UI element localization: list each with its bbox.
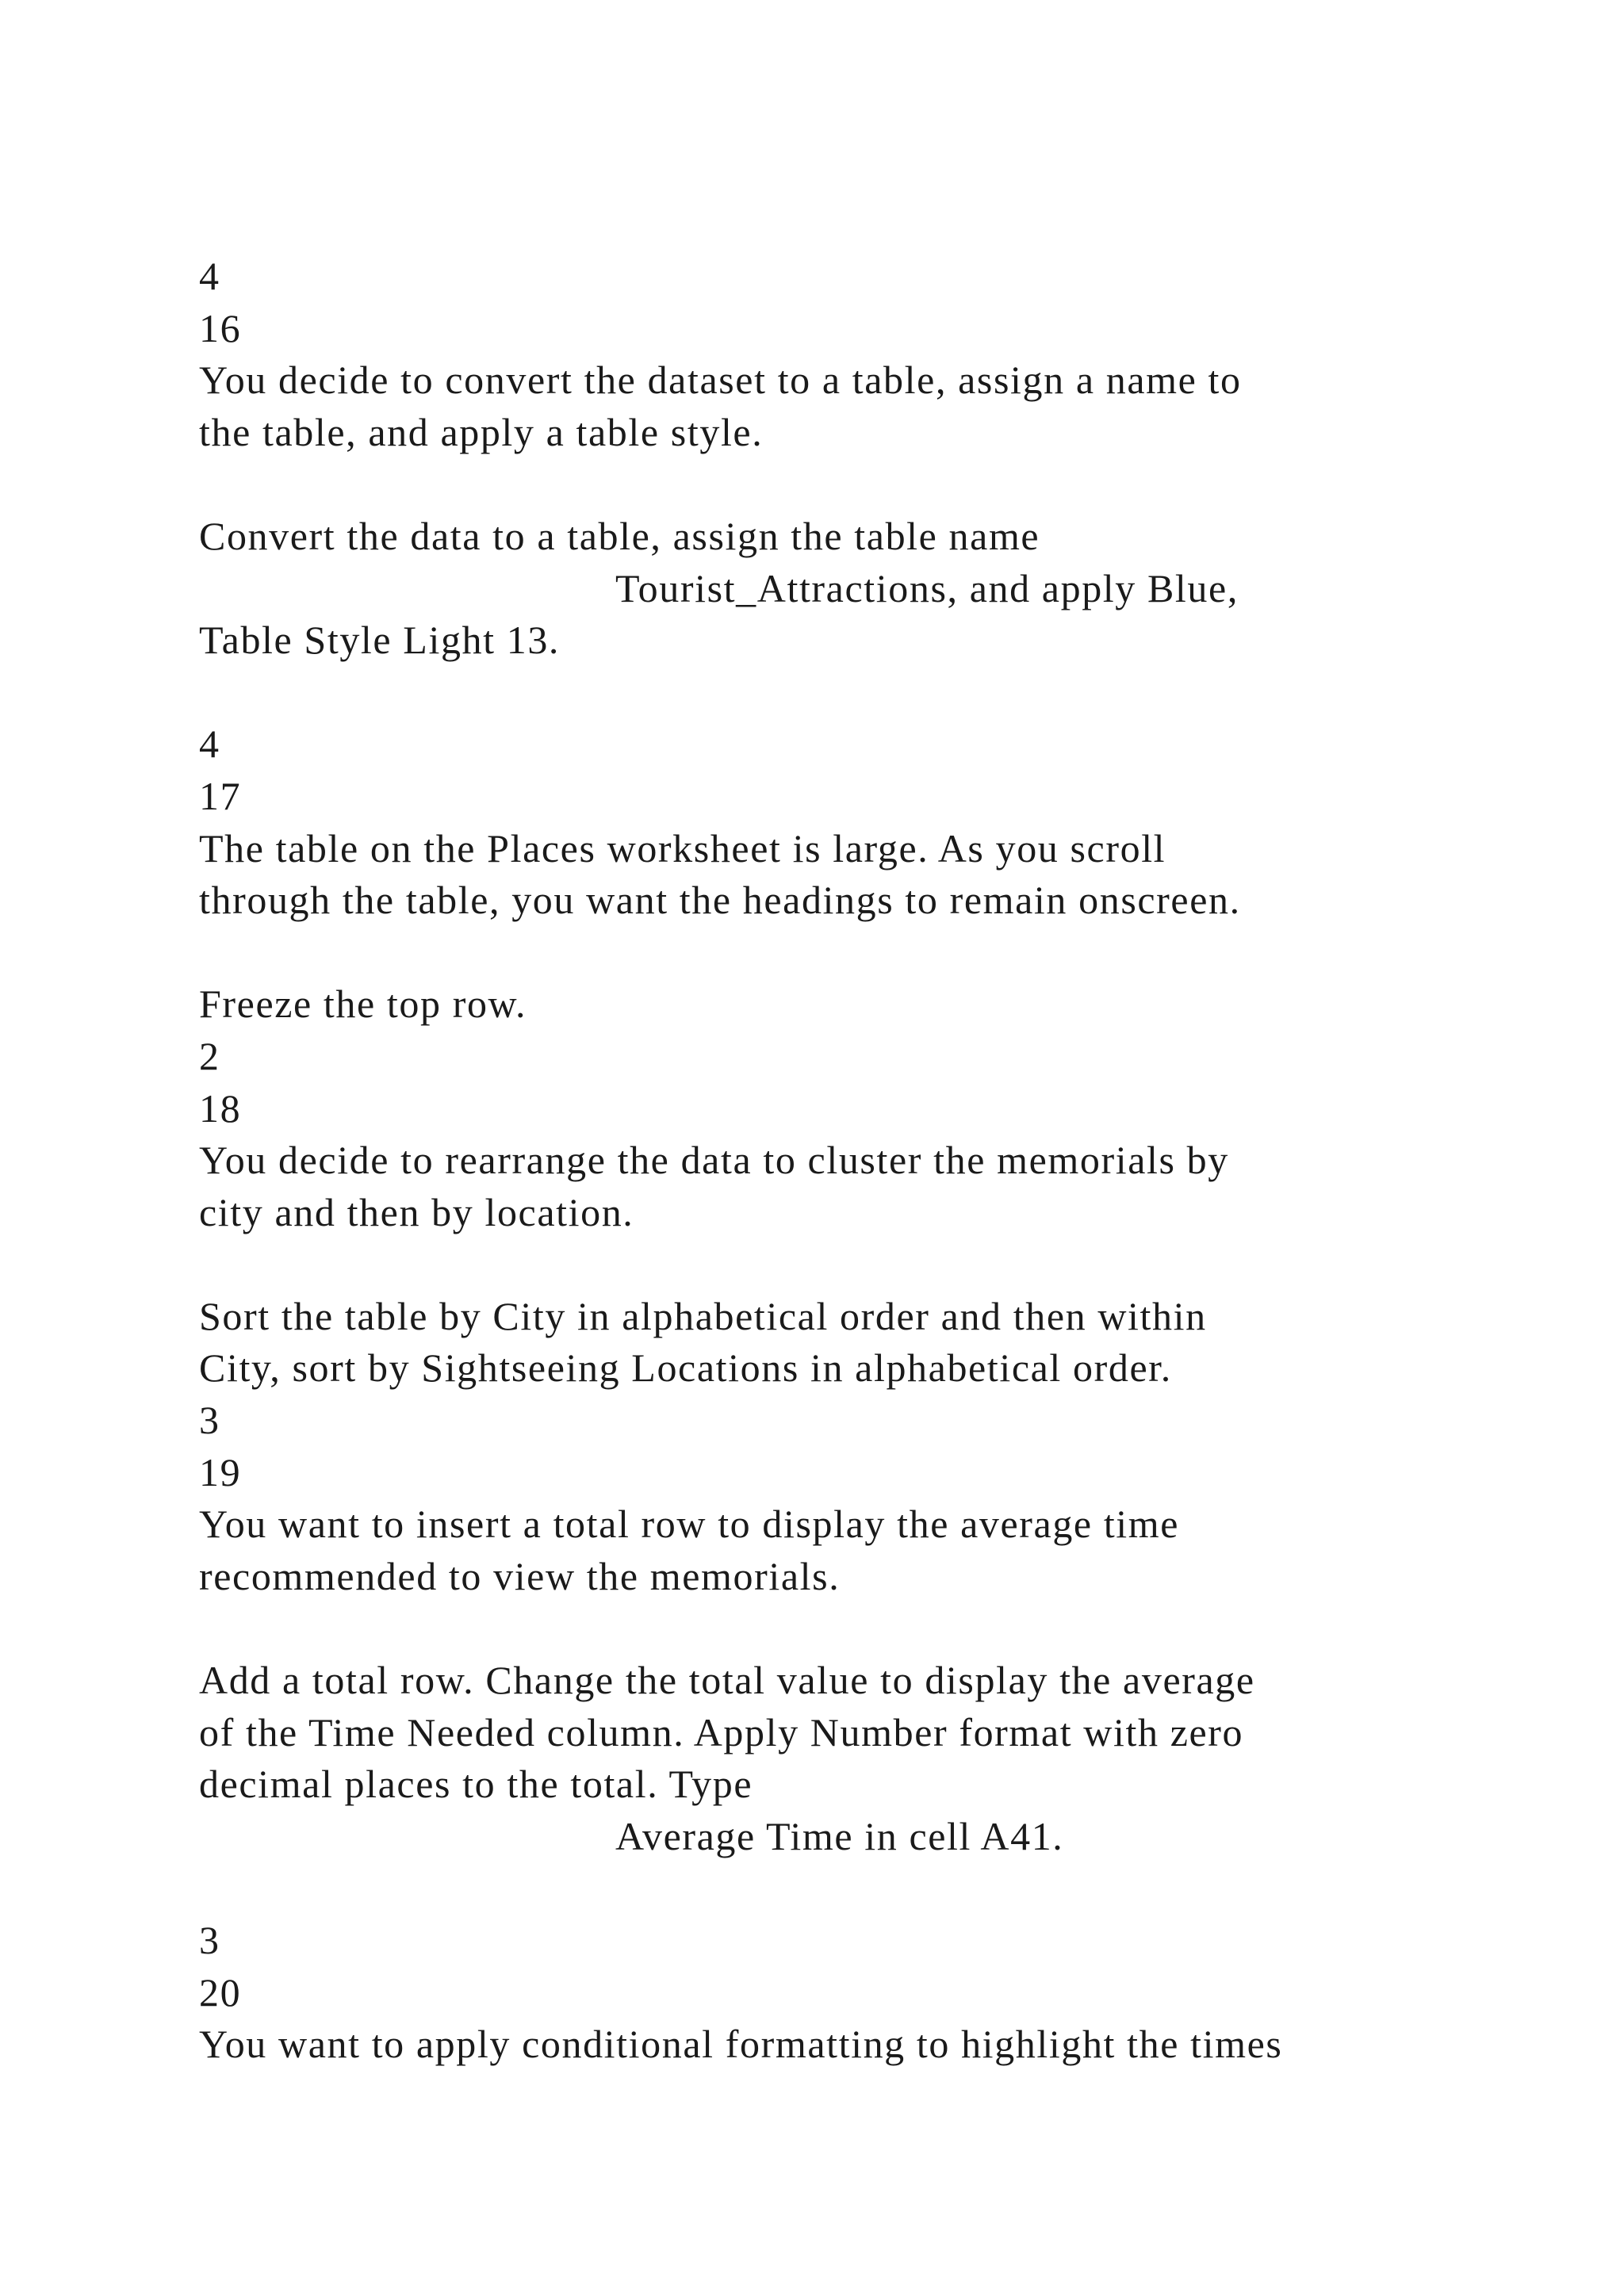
line-scenario: You decide to convert the dataset to a table, assign a name to (199, 358, 1242, 403)
blank-line (199, 927, 1547, 979)
line-step-number: 18 (199, 1085, 242, 1131)
document-body (199, 251, 1547, 2071)
blank-line (199, 1238, 1547, 1291)
line-step-number: 17 (199, 773, 242, 818)
line-instruction: Table Style Light 13. (199, 618, 561, 663)
line-instruction: Tourist_Attractions, and apply Blue, (615, 565, 1239, 610)
line-instruction: Sort the table by City in alphabetical order and then within (199, 1293, 1207, 1338)
line-instruction: Average Time in cell A41. (615, 1813, 1064, 1858)
line-step-points: 3 (199, 1918, 220, 1962)
line-step-points: 4 (199, 254, 220, 298)
line-instruction: of the Time Needed column. Apply Number format with zero (199, 1709, 1244, 1755)
line-instruction: Convert the data to a table, assign the table name (199, 513, 1040, 558)
line-scenario: city and then by location. (199, 1189, 634, 1234)
line-scenario: You want to insert a total row to display the average time (199, 1502, 1180, 1547)
line-scenario: You decide to rearrange the data to cluster the memorials by (199, 1138, 1229, 1183)
line-step-number: 19 (199, 1449, 242, 1494)
blank-line (199, 458, 1547, 511)
line-step-points: 3 (199, 1398, 220, 1443)
line-step-points: 4 (199, 721, 220, 767)
line-scenario: You want to apply conditional formatting to highlight the times (199, 2022, 1283, 2067)
line-step-number: 16 (199, 305, 242, 350)
line-instruction: decimal places to the total. Type (199, 1762, 753, 1807)
line-scenario: The table on the Places worksheet is large. As you scroll (199, 825, 1166, 871)
blank-line (199, 667, 1547, 719)
line-instruction: City, sort by Sightseeing Locations in alphabetical order. (199, 1345, 1172, 1391)
line-instruction: Freeze the top row. (199, 982, 527, 1027)
line-instruction: Add a total row. Change the total value to display the average (199, 1658, 1255, 1703)
line-scenario: recommended to view the memorials. (199, 1553, 841, 1598)
line-scenario: through the table, you want the headings to remain onscreen. (199, 878, 1241, 923)
line-scenario: the table, and apply a table style. (199, 409, 764, 454)
line-step-number: 20 (199, 1969, 242, 2015)
blank-line (199, 1862, 1547, 1915)
blank-line (199, 1602, 1547, 1655)
line-step-points: 2 (199, 1033, 220, 1078)
